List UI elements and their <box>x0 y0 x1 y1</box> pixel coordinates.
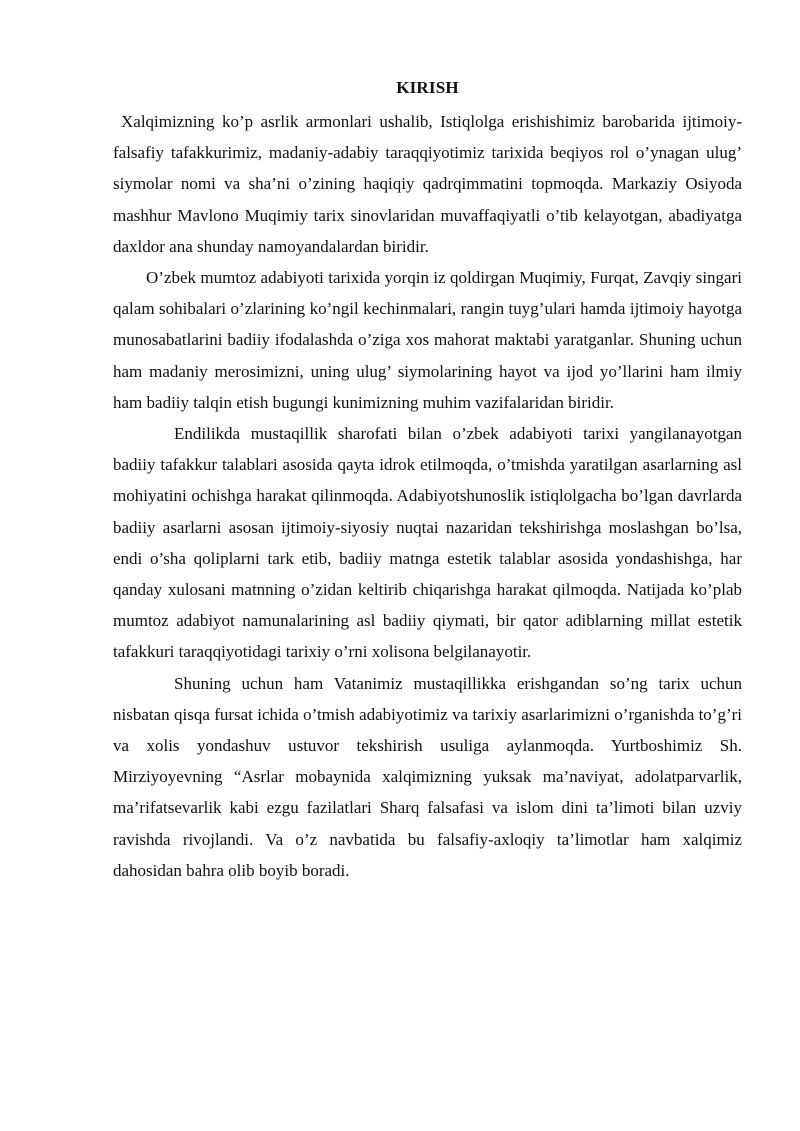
document-page <box>113 76 742 886</box>
paragraph-1: Xalqimizning ko’p asrlik armonlari ushalib, Istiqlolga erishishimiz barobarida ijtimoiy-falsafiy tafakkurimiz, madaniy-adabiy taraqqiyotimiz tarixida beqiyos rol o’ynagan ulug’ siymolar nomi va sha’ni o’zining haqiqiy qadrqimmatini topmoqda. Markaziy Osiyoda mashhur Mavlono Muqimiy tarix sinovlaridan muvaffaqiyatli o’tib kelayotgan, abadiyatga daxldor ana shunday namoyandalardan biridir. <box>113 112 742 256</box>
paragraph-3: Endilikda mustaqillik sharofati bilan o’zbek adabiyoti tarixi yangilanayotgan badiiy tafakkur talablari asosida qayta idrok etilmoqda, o’tmishda yaratilgan asarlarning asl mohiyatini ochishga harakat qilinmoqda. Adabiyotshunoslik istiqlolgacha bo’lgan davrlarda badiiy asarlarni asosan ijtimoiy-siyosiy nuqtai nazaridan tekshirishga moslashgan bo’lsa, endi o’sha qoliplarni tark etib, badiiy matnga estetik talablar asosida yondashishga, har qanday xulosani matnning o’zidan keltirib chiqarishga harakat qilmoqda. Natijada ko’plab mumtoz adabiyot namunalarining asl badiiy qiymati, bir qator adiblarning millat estetik tafakkuri taraqqiyotidagi tarixiy o’rni xolisona belgilanayotir. <box>113 424 742 662</box>
paragraph-2: O’zbek mumtoz adabiyoti tarixida yorqin iz qoldirgan Muqimiy, Furqat, Zavqiy singari qalam sohibalari o’zlarining ko’ngil kechinmalari, rangin tuyg’ulari hamda ijtimoiy hayotga munosabatlarini badiiy ifodalashda o’ziga xos mahorat maktabi yaratganlar. Shuning uchun ham madaniy merosimizni, uning ulug’ siymolarining hayot va ijod yo’llarini ham ilmiy ham badiiy talqin etish bugungi kunimizning muhim vazifalaridan biridir. <box>113 268 742 412</box>
document-title: KIRISH <box>396 78 459 97</box>
paragraph-4: Shuning uchun ham Vatanimiz mustaqillikka erishgandan so’ng tarix uchun nisbatan qisqa fursat ichida o’tmish adabiyotimiz va tarixiy asarlarimizni o’rganishda to’g’ri va xolis yondashuv ustuvor tekshirish usuliga aylanmoqda. Yurtboshimiz Sh. Mirziyoyevning “Asrlar mobaynida xalqimizning yuksak ma’naviyat, adolatparvarlik, ma’rifatsevarlik kabi ezgu fazilatlari Sharq falsafasi va islom dini ta’limoti bilan uzviy ravishda rivojlandi. Va o’z navbatida bu falsafiy-axloqiy ta’limotlar ham xalqimiz dahosidan bahra olib boyib boradi. <box>113 673 742 880</box>
